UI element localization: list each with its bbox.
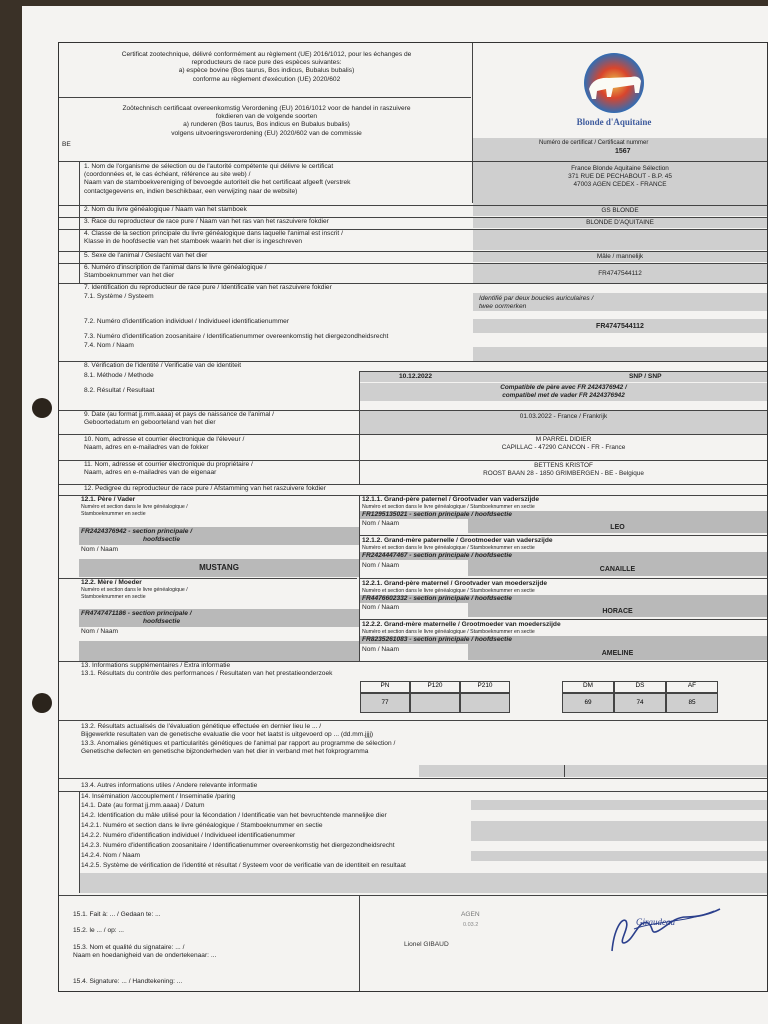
field-9-value: 01.03.2022 - France / Frankrijk [519, 413, 608, 420]
field-1-value: France Blonde Aquitaine Sélection 371 RUE DE PECHABOUT - B.P. 45 47003 AGEN CEDEX - FRANCE [568, 165, 672, 188]
field-8-2-label: 8.2. Résultat / Resultaat [84, 387, 155, 394]
field-7-label: 7. Identification du reproducteur de race pure / Identificatie van het raszuivere fokdier [84, 284, 332, 291]
dam-label: 12.2. Mère / Moeder [81, 579, 142, 586]
verification-method: SNP / SNP [629, 373, 662, 380]
field-7-1-value: Identifié par deux boucles auriculaires / twee oormerken [479, 295, 594, 311]
field-4-label: 4. Classe de la section principale du livre généalogique dans laquelle l'animal est inscrit / Klasse in de hoofdsectie van het stamboek waarin het dier is ingeschreven [84, 230, 343, 246]
header-fr: Certificat zootechnique, délivré conformément au règlement (UE) 2016/1012, pour les échanges de reproducteurs de race pure des espèces suivantes: a) espèce bovine (Bos taurus, Bos indicus, Bubalus bubalis) conforme au règlement d'exécution (UE) 2020/602 [121, 51, 412, 83]
field-7-4-label: 7.4. Nom / Naam [84, 342, 134, 349]
field-10-label: 10. Nom, adresse et courrier électronique de l'éleveur / Naam, adres en e-mailadres van de fokker [84, 436, 245, 452]
field-13-1-label: 13.1. Résultats du contrôle des performances / Resultaten van het prestatieonderzoek [81, 670, 333, 677]
zootechnical-certificate-form: Certificat zootechnique, délivré conformément au règlement (UE) 2016/1012, pour les échanges de reproducteurs de race pure des espèces suivantes: a) espèce bovine (Bos taurus, Bos indicus, Bubalus bubalis) conforme au règlement d'exécution (UE) 2020/602 Zoötechnisch certificaat overeenkomstig Verordening (EU) 2016/1012 voor de handel in raszuivere fokdieren van de volgende soorten a) runderen (Bos taurus, Bos indicus en Bubalus bubalis) volgens uitvoeringsverordening (EU) 2020/602 van de commissie BE Blonde d'Aquitaine Numéro de certificat / Certificaat nummer 1567 1. Nom de l'organisme de sélection ou de l'autorité compétente qui délivre le certificat (coordonnées et, le cas échéant, référence au site web) / Naam van de stamboekvereniging of bevoegde autoriteit die het certificaat afgeeft (verstrek contactgegevens en, indien beschikbaar, een verwijzing naar de website) France Blonde Aquitaine Sélection 371 RUE DE PECHABOUT - B.P. 45 47003 AGEN CEDEX - FRANCE 2. Nom du livre généalogique / Naam van het stamboek GS BLONDE 3. Race du reproducteur de race pure / Naam van het ras van het raszuivere fokdier BLONDE D'AQUITAINE 4. Classe de la section principale du livre généalogique dans laquelle l'animal est inscrit / Klasse in de hoofdsectie van het stamboek waarin het dier is ingeschreven 5. Sexe de l'animal / Geslacht van het dier Mâle / mannelijk 6. Numéro d'inscription de l'animal dans le livre généalogique / Stamboeknummer van het dier FR4747544112 7. Identification du reproducteur de race pure / Identificatie van het raszuivere fokdier 7.1. Système / Systeem Identifié par deux boucles auriculaires / twee oormerken 7.2. Numéro d'identification individuel / Individueel identificatienummer FR4747544112 7.3. Numéro d'identification zoosanitaire / Identificatienummer overeenkomstig het diergezondheidsrecht 7.4. Nom / Naam 8. Vérification de l'identité / Verificatie van de identiteit 8.1. Méthode / Methode 10.12.2022 SNP / SNP 8.2. Résultat / Resultaat Compatible de père avec FR 2424376942 / compatibel met de vader FR 2424376942 9. Date (au format jj.mm.aaaa) et pays de naissance de l'animal / Geboortedatum en geboorteland van het dier 01.03.2022 - France / Frankrijk 10. Nom, adresse et courrier électronique de l'éleveur / Naam, adres en e-mailadres van de fokker M PARREL DIDIER CAPILLAC - 47290 CANCON - FR - France 11. Nom, adresse et courrier électronique du propriétaire / Naam, adres en e-mailadres van de eigenaar BETTENS KRISTOF ROOST BAAN 28 - 1850 GRIMBERGEN - BE - Belgique 12. Pedigree du reproducteur de race pure / Afstamming van het raszuivere fokdier 12.1. Père / Vader Numéro et section dans le livre généalogique / Stamboeknummer en sectie FR2424376942 - section principale / hoofdsectie Nom / Naam MUSTANG 12.2. Mère / Moeder Numéro et section dans le livre généalogique / Stamboeknummer en sectie FR4747471186 - section principale / hoofdsectie Nom / Naam 12.1.1. Grand-père paternel / Grootvader van vaderszijde Numéro et section dans le livre généalogique / Stamboeknummer en sectie FR1295135021 - section principale / hoofdsectie Nom / Naam LEO 12.1.2. Grand-mère paternelle / Grootmoeder van vaderszijde Numéro et section dans le livre généalogique / Stamboeknummer en sectie FR2424447467 - section principale / hoofdsectie Nom / Naam CANAILLE 12.2.1. Grand-père maternel / Grootvader van moederszijde Numéro et section dans le livre généalogique / Stamboeknummer en sectie FR4476602332 - section principale / hoofdsectie Nom / Naam HORACE 12.2.2. Grand-mère maternelle / Grootmoeder van moederszijde Numéro et section dans le livre généalogique / Stamboeknummer en sectie FR8235261083 - section principale / hoofdsectie Nom / Naam AMELINE 13. Informations supplémentaires / Extra informatie 13.1. Résultats du contrôle des performances / Resultaten van het prestatieonderzoek PN P120 P210 77 DM DS AF 69 74 85 13.2. Résultats actualisés de l'évaluation génétique effectuée en dernier lieu le ... / Bijgewerkte resultaten van de genetische evaluatie die voor het laatst is uitgevoerd op ... (dd.mm.jjjj) 13.3. Anomalies génétiques et particularités génétiques de l'animal par rapport au programme de sélection / Genetische defecten en genetische bijzonderheden van het dier in verband met het fokprogramma 13.4. Autres informations utiles / Andere relevante informatie 14. Insémination /accouplement / Inseminatie /paring 14.1. Date (au format jj.mm.aaaa) / Datum 14.2. Identification du mâle utilisé pour la fécondation / Identificatie van het bevruchtende mannelijke dier 14.2.1. Numéro et section dans le livre généalogique / Stamboeknummer en sectie 14.2.2. Numéro d'identification individuel / Individueel identificatienummer 14.2.3. Numéro d'identification zoosanitaire / Identificatienummer overeenkomstig het diergezondheidsrecht 14.2.4. Nom / Naam 14.2.5. Système de vérification de l'identité et résultat / Systeem voor de verificatie van de identiteit en resultaat 15.1. Fait à: ... / Gedaan te: ... 15.2. le ... / op: ... 15.3. Nom et qualité du signataire: ... / Naam en hoedanigheid van de ondertekenaar: ... 15.4. Signature: ... / Handtekening: ... AGEN 0.03.2 Lionel GIBAUD Giraudeau [58, 42, 768, 992]
sire-sub: Numéro et section dans le livre généalogique / Stamboeknummer en sectie [81, 504, 188, 517]
country-code: BE [62, 141, 71, 148]
field-1-label: 1. Nom de l'organisme de sélection ou de l'autorité compétente qui délivre le certificat (coordonnées et, le cas échéant, référence au site web) / Naam van de stamboekvereniging of bevoegde autoriteit die het certificaat afgeeft (verstrek contactgegevens en, indien beschikbaar, een verwijzing naar de website) [84, 163, 351, 195]
grandparent-block: 12.1.2. Grand-mère paternelle / Grootmoeder van vaderszijde Numéro et section dans le livre généalogique / Stamboeknummer en sectie FR2424447467 - section principale / hoofdsectie Nom / Naam CANAILLE [360, 536, 768, 578]
punch-hole [32, 398, 52, 418]
sire-name: MUSTANG [199, 563, 239, 572]
field-7-2-value: FR4747544112 [596, 323, 644, 330]
logo-text: Blonde d'Aquitaine [576, 117, 652, 127]
sire-label: 12.1. Père / Vader [81, 496, 136, 503]
field-13-2-label: 13.2. Résultats actualisés de l'évaluation génétique effectuée en dernier lieu le ... / Bijgewerkte resultaten van de genetische evaluatie die voor het laatst is uitgevoerd op ... (dd.mm.jjjj) [81, 723, 374, 739]
field-13-label: 13. Informations supplémentaires / Extra informatie [81, 662, 231, 669]
field-6-label: 6. Numéro d'inscription de l'animal dans le livre généalogique / Stamboeknummer van het dier [84, 264, 267, 280]
field-3-value: BLONDE D'AQUITAINE [586, 219, 654, 226]
field-6-value: FR4747544112 [598, 270, 642, 277]
grandparent-block: 12.2.2. Grand-mère maternelle / Grootmoeder van moederszijde Numéro et section dans le livre généalogique / Stamboeknummer en sectie FR8235261083 - section principale / hoofdsectie Nom / Naam AMELINE [360, 620, 768, 661]
dam-name-label: Nom / Naam [81, 628, 119, 635]
field-8-2-value: Compatible de père avec FR 2424376942 / compatibel met de vader FR 2424376942 [500, 384, 627, 399]
sire-name-label: Nom / Naam [81, 546, 119, 553]
dam-id: FR4747471186 - section principale / hoofdsectie [81, 610, 192, 626]
sire-id: FR2424376942 - section principale / hoofdsectie [81, 528, 193, 544]
field-7-3-label: 7.3. Numéro d'identification zoosanitaire / Identificatienummer overeenkomstig het diergezondheidsrecht [84, 333, 389, 340]
field-10-value: M PARREL DIDIER CAPILLAC - 47290 CANCON - FR - France [501, 436, 626, 451]
field-5-label: 5. Sexe de l'animal / Geslacht van het dier [84, 252, 208, 259]
signature: Giraudeau [604, 899, 724, 959]
verification-date: 10.12.2022 [399, 373, 433, 380]
field-13-4-label: 13.4. Autres informations utiles / Andere relevante informatie [81, 782, 258, 789]
field-2-label: 2. Nom du livre généalogique / Naam van het stamboek [84, 206, 247, 213]
certificate-page [22, 6, 768, 1024]
breed-logo [569, 51, 659, 131]
field-5-value: Mâle / mannelijk [596, 253, 644, 260]
field-11-value: BETTENS KRISTOF ROOST BAAN 28 - 1850 GRIMBERGEN - BE - Belgique [483, 462, 644, 477]
field-11-label: 11. Nom, adresse et courrier électronique du propriétaire / Naam, adres en e-mailadres van de eigenaar [84, 461, 253, 477]
field-3-label: 3. Race du reproducteur de race pure / Naam van het ras van het raszuivere fokdier [84, 218, 329, 225]
field-7-1-label: 7.1. Système / Systeem [84, 293, 154, 300]
field-13-3-label: 13.3. Anomalies génétiques et particularités génétiques de l'animal par rapport au programme de sélection / Genetische defecten en genetische bijzonderheden van het dier in verband met het fokprogramma [81, 740, 396, 756]
field-9-label: 9. Date (au format jj.mm.aaaa) et pays de naissance de l'animal / Geboortedatum en geboorteland van het dier [84, 411, 275, 427]
dam-sub: Numéro et section dans le livre généalogique / Stamboeknummer en sectie [81, 587, 188, 600]
header-nl: Zoötechnisch certificaat overeenkomstig Verordening (EU) 2016/1012 voor de handel in raszuivere fokdieren van de volgende soorten a) runderen (Bos taurus, Bos indicus en Bubalus bubalis) volgens uitvoeringsverordening (EU) 2020/602 van de commissie [122, 105, 411, 137]
certificate-number-label: Numéro de certificat / Certificaat nummer [539, 140, 649, 146]
field-8-1-label: 8.1. Méthode / Methode [84, 372, 154, 379]
punch-hole [32, 693, 52, 713]
grandparent-block: 12.1.1. Grand-père paternel / Grootvader van vaderszijde Numéro et section dans le livre généalogique / Stamboeknummer en sectie FR1295135021 - section principale / hoofdsectie Nom / Naam LEO [360, 495, 768, 535]
field-12-label: 12. Pedigree du reproducteur de race pure / Afstamming van het raszuivere fokdier [84, 485, 326, 492]
certificate-number: 1567 [615, 148, 631, 155]
grandparent-block: 12.2.1. Grand-père maternel / Grootvader van moederszijde Numéro et section dans le livre généalogique / Stamboeknummer en sectie FR4476602332 - section principale / hoofdsectie Nom / Naam HORACE [360, 579, 768, 619]
field-7-2-label: 7.2. Numéro d'identification individuel / Individueel identificatienummer [84, 318, 290, 325]
field-2-value: GS BLONDE [601, 207, 639, 214]
field-8-label: 8. Vérification de l'identité / Verificatie van de identiteit [84, 362, 242, 369]
